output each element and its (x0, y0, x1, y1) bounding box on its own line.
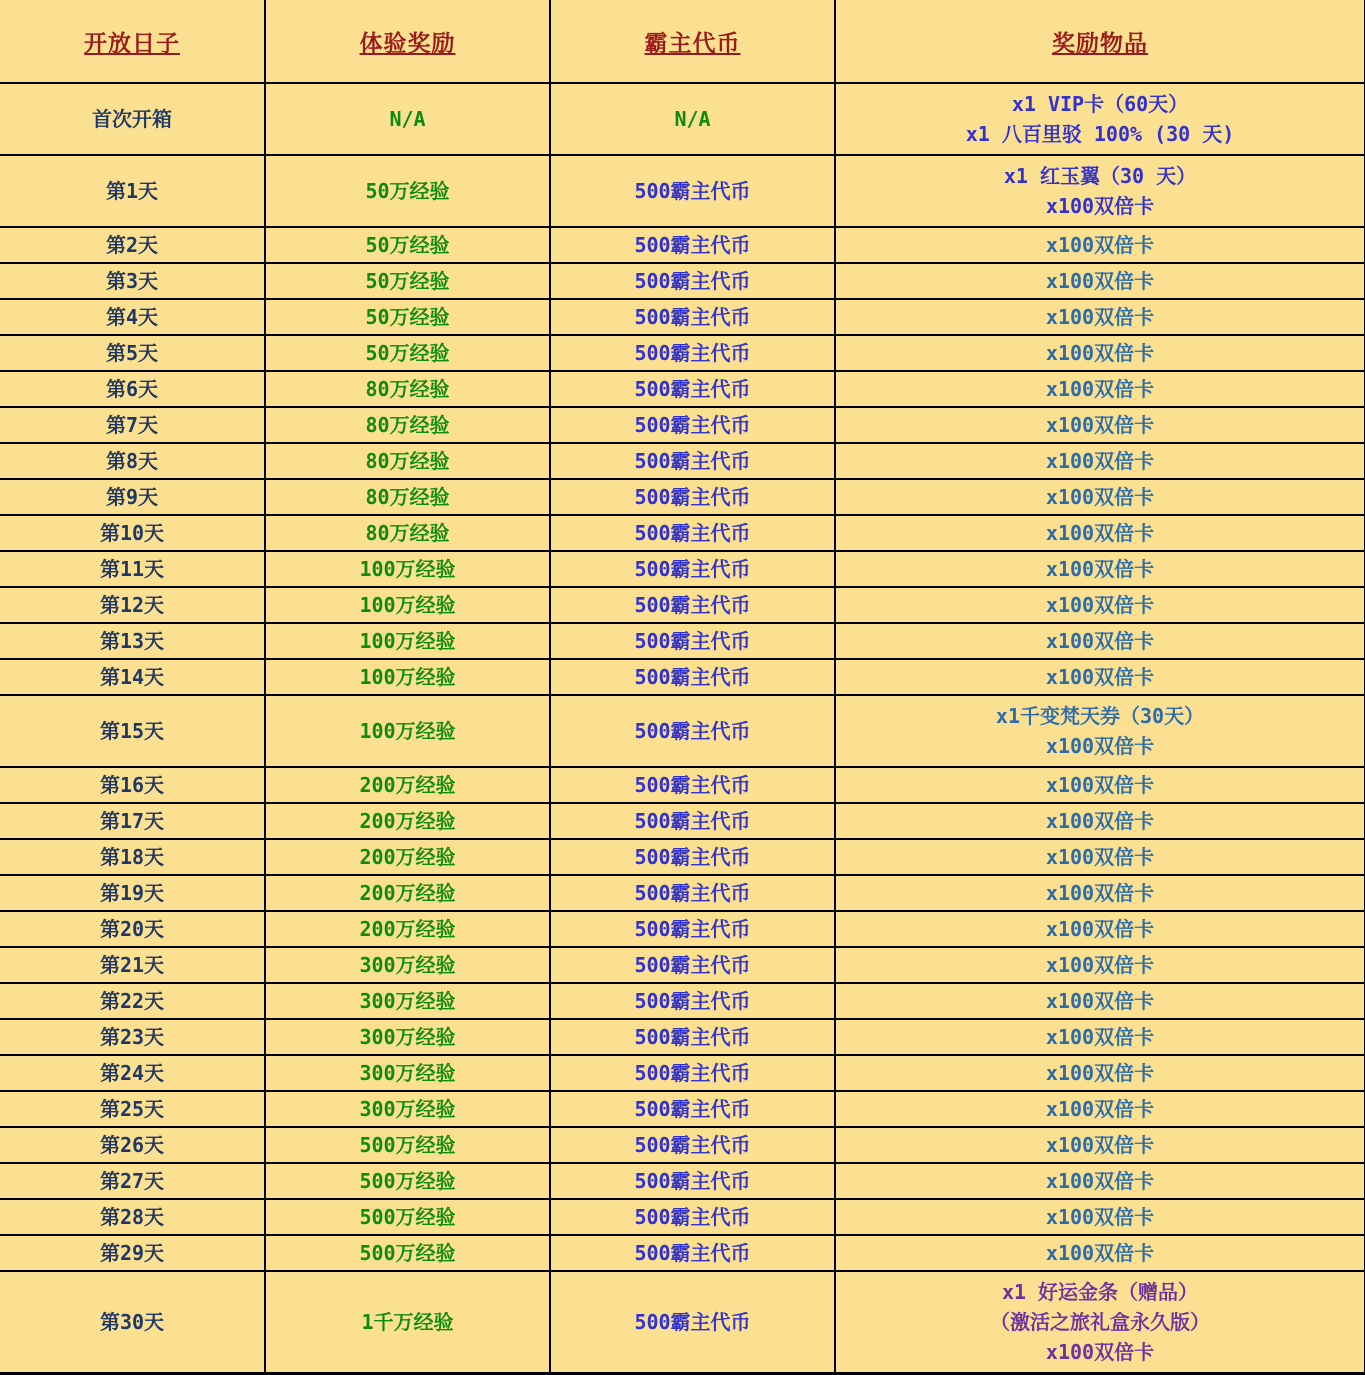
table-row (0, 1091, 1365, 1127)
token-cell: 500霸主代币 (550, 1235, 835, 1271)
rewards-cell (835, 1271, 1365, 1374)
rewards-cell (835, 443, 1365, 479)
day-cell: 第25天 (0, 1091, 265, 1127)
table-row (0, 803, 1365, 839)
reward-line: x100双倍卡 (1045, 989, 1155, 1013)
reward-line: x100双倍卡 (1045, 449, 1155, 473)
day-cell: 第20天 (0, 911, 265, 947)
token-cell: 500霸主代币 (550, 659, 835, 695)
reward-line: x100双倍卡 (1045, 1097, 1155, 1121)
table-row (0, 1127, 1365, 1163)
token-cell: 500霸主代币 (550, 1199, 835, 1235)
table-row (0, 911, 1365, 947)
reward-line: x100双倍卡 (1045, 413, 1155, 437)
table-row (0, 227, 1365, 263)
reward-line: x100双倍卡 (1045, 1241, 1155, 1265)
token-cell: 500霸主代币 (550, 371, 835, 407)
token-cell: 500霸主代币 (550, 623, 835, 659)
rewards-cell (835, 587, 1365, 623)
rewards-cell (835, 659, 1365, 695)
exp-cell: 80万经验 (265, 479, 550, 515)
table-row (0, 371, 1365, 407)
table-row (0, 1235, 1365, 1271)
day-cell: 第21天 (0, 947, 265, 983)
rewards-cell (835, 695, 1365, 767)
table-row (0, 587, 1365, 623)
day-cell: 第15天 (0, 695, 265, 767)
table-row (0, 1055, 1365, 1091)
token-cell: 500霸主代币 (550, 227, 835, 263)
day-cell: 第5天 (0, 335, 265, 371)
token-cell: 500霸主代币 (550, 1271, 835, 1374)
rewards-cell (835, 227, 1365, 263)
exp-cell: 50万经验 (265, 155, 550, 227)
day-cell: 第27天 (0, 1163, 265, 1199)
day-cell: 第28天 (0, 1199, 265, 1235)
table-row (0, 83, 1365, 155)
day-cell: 第11天 (0, 551, 265, 587)
table-row (0, 299, 1365, 335)
reward-line: x100双倍卡 (1045, 845, 1155, 869)
reward-line: x100双倍卡 (1045, 1133, 1155, 1157)
table-row (0, 1271, 1365, 1374)
reward-line: （激活之旅礼盒永久版） (990, 1310, 1210, 1334)
table-row (0, 335, 1365, 371)
token-cell: N/A (550, 83, 835, 155)
day-cell: 第12天 (0, 587, 265, 623)
day-cell: 第16天 (0, 767, 265, 803)
day-cell: 第29天 (0, 1235, 265, 1271)
day-cell: 第10天 (0, 515, 265, 551)
day-cell: 第8天 (0, 443, 265, 479)
exp-cell: 200万经验 (265, 839, 550, 875)
rewards-cell (835, 335, 1365, 371)
token-cell: 500霸主代币 (550, 767, 835, 803)
reward-line: x100双倍卡 (1045, 881, 1155, 905)
exp-cell: 80万经验 (265, 443, 550, 479)
rewards-cell (835, 1055, 1365, 1091)
exp-cell: 50万经验 (265, 227, 550, 263)
table-row (0, 623, 1365, 659)
table-row (0, 983, 1365, 1019)
token-cell: 500霸主代币 (550, 479, 835, 515)
exp-cell: 500万经验 (265, 1235, 550, 1271)
exp-cell: 100万经验 (265, 623, 550, 659)
rewards-cell (835, 875, 1365, 911)
exp-cell: 100万经验 (265, 659, 550, 695)
day-cell: 第17天 (0, 803, 265, 839)
day-cell: 第24天 (0, 1055, 265, 1091)
rewards-cell (835, 299, 1365, 335)
rewards-cell (835, 1235, 1365, 1271)
exp-cell: 100万经验 (265, 695, 550, 767)
day-cell: 第3天 (0, 263, 265, 299)
rewards-cell (835, 1091, 1365, 1127)
reward-line: x100双倍卡 (1045, 233, 1155, 257)
day-cell: 第22天 (0, 983, 265, 1019)
table-row (0, 875, 1365, 911)
exp-cell: 1千万经验 (265, 1271, 550, 1374)
token-cell: 500霸主代币 (550, 947, 835, 983)
table-row (0, 1199, 1365, 1235)
header-row (0, 0, 1365, 83)
token-cell: 500霸主代币 (550, 1019, 835, 1055)
reward-line: x1 红玉翼（30 天） (1003, 164, 1197, 188)
exp-cell: 80万经验 (265, 515, 550, 551)
table-row (0, 659, 1365, 695)
table-row (0, 551, 1365, 587)
rewards-cell (835, 947, 1365, 983)
token-cell: 500霸主代币 (550, 695, 835, 767)
rewards-cell (835, 83, 1365, 155)
day-cell: 第6天 (0, 371, 265, 407)
token-cell: 500霸主代币 (550, 911, 835, 947)
table-row (0, 443, 1365, 479)
day-cell: 第1天 (0, 155, 265, 227)
exp-cell: 50万经验 (265, 299, 550, 335)
exp-cell: 300万经验 (265, 1055, 550, 1091)
reward-line: x1 八百里驳 100% (30 天) (965, 122, 1235, 146)
reward-line: x1 VIP卡（60天） (1011, 92, 1189, 116)
exp-cell: 500万经验 (265, 1127, 550, 1163)
exp-cell: 500万经验 (265, 1199, 550, 1235)
day-cell: 第19天 (0, 875, 265, 911)
rewards-cell (835, 1163, 1365, 1199)
table-row (0, 155, 1365, 227)
day-cell: 第4天 (0, 299, 265, 335)
reward-line: x100双倍卡 (1045, 269, 1155, 293)
reward-line: x100双倍卡 (1045, 377, 1155, 401)
exp-cell: N/A (265, 83, 550, 155)
day-cell: 第13天 (0, 623, 265, 659)
exp-cell: 500万经验 (265, 1163, 550, 1199)
exp-cell: 200万经验 (265, 875, 550, 911)
token-cell: 500霸主代币 (550, 803, 835, 839)
token-cell: 500霸主代币 (550, 263, 835, 299)
reward-line: x100双倍卡 (1045, 773, 1155, 797)
day-cell: 第23天 (0, 1019, 265, 1055)
reward-line: x100双倍卡 (1045, 557, 1155, 581)
table-row (0, 695, 1365, 767)
rewards-cell (835, 155, 1365, 227)
exp-cell: 80万经验 (265, 371, 550, 407)
token-cell: 500霸主代币 (550, 875, 835, 911)
rewards-cell (835, 983, 1365, 1019)
rewards-cell (835, 371, 1365, 407)
reward-line: x100双倍卡 (1045, 917, 1155, 941)
reward-line: x1千变梵天券（30天） (995, 704, 1205, 728)
exp-cell: 200万经验 (265, 767, 550, 803)
reward-line: x100双倍卡 (1045, 734, 1155, 758)
table-row (0, 1163, 1365, 1199)
table-row (0, 1019, 1365, 1055)
reward-line: x100双倍卡 (1045, 953, 1155, 977)
reward-line: x100双倍卡 (1045, 1169, 1155, 1193)
table-row (0, 479, 1365, 515)
token-cell: 500霸主代币 (550, 983, 835, 1019)
token-cell: 500霸主代币 (550, 155, 835, 227)
reward-line: x1 好运金条（赠品） (1001, 1280, 1199, 1304)
token-cell: 500霸主代币 (550, 551, 835, 587)
rewards-cell (835, 407, 1365, 443)
reward-line: x100双倍卡 (1045, 1205, 1155, 1229)
rewards-cell (835, 1127, 1365, 1163)
day-cell: 第2天 (0, 227, 265, 263)
exp-cell: 300万经验 (265, 1091, 550, 1127)
token-cell: 500霸主代币 (550, 1127, 835, 1163)
exp-cell: 50万经验 (265, 263, 550, 299)
reward-line: x100双倍卡 (1045, 521, 1155, 545)
token-cell: 500霸主代币 (550, 839, 835, 875)
exp-cell: 100万经验 (265, 587, 550, 623)
token-cell: 500霸主代币 (550, 443, 835, 479)
table-row (0, 263, 1365, 299)
rewards-cell (835, 767, 1365, 803)
reward-line: x100双倍卡 (1045, 593, 1155, 617)
day-cell: 第7天 (0, 407, 265, 443)
rewards-cell (835, 623, 1365, 659)
table-row (0, 839, 1365, 875)
table-row (0, 767, 1365, 803)
token-cell: 500霸主代币 (550, 515, 835, 551)
rewards-cell (835, 479, 1365, 515)
rewards-cell (835, 803, 1365, 839)
day-cell: 第9天 (0, 479, 265, 515)
day-cell: 第30天 (0, 1271, 265, 1374)
exp-cell: 300万经验 (265, 947, 550, 983)
exp-cell: 300万经验 (265, 983, 550, 1019)
exp-cell: 80万经验 (265, 407, 550, 443)
rewards-cell (835, 515, 1365, 551)
reward-line: x100双倍卡 (1045, 809, 1155, 833)
table-row (0, 947, 1365, 983)
rewards-cell (835, 551, 1365, 587)
exp-cell: 50万经验 (265, 335, 550, 371)
exp-cell: 200万经验 (265, 803, 550, 839)
day-cell: 第14天 (0, 659, 265, 695)
exp-cell: 200万经验 (265, 911, 550, 947)
reward-line: x100双倍卡 (1045, 194, 1155, 218)
day-cell: 首次开箱 (0, 83, 265, 155)
table-row (0, 407, 1365, 443)
table-row (0, 515, 1365, 551)
col-header-reward-items: 奖励物品 (835, 0, 1365, 83)
reward-table-body (0, 83, 1365, 1374)
exp-cell: 300万经验 (265, 1019, 550, 1055)
token-cell: 500霸主代币 (550, 1055, 835, 1091)
reward-line: x100双倍卡 (1045, 485, 1155, 509)
reward-line: x100双倍卡 (1045, 1061, 1155, 1085)
token-cell: 500霸主代币 (550, 407, 835, 443)
reward-line: x100双倍卡 (1045, 1025, 1155, 1049)
day-cell: 第18天 (0, 839, 265, 875)
exp-cell: 100万经验 (265, 551, 550, 587)
rewards-cell (835, 263, 1365, 299)
token-cell: 500霸主代币 (550, 1091, 835, 1127)
token-cell: 500霸主代币 (550, 335, 835, 371)
token-cell: 500霸主代币 (550, 299, 835, 335)
rewards-cell (835, 839, 1365, 875)
col-header-open-days: 开放日子 (0, 0, 265, 83)
rewards-cell (835, 1019, 1365, 1055)
col-header-overlord-token: 霸主代币 (550, 0, 835, 83)
reward-line: x100双倍卡 (1045, 629, 1155, 653)
reward-line: x100双倍卡 (1045, 305, 1155, 329)
rewards-cell (835, 911, 1365, 947)
token-cell: 500霸主代币 (550, 587, 835, 623)
reward-line: x100双倍卡 (1045, 341, 1155, 365)
day-cell: 第26天 (0, 1127, 265, 1163)
rewards-cell (835, 1199, 1365, 1235)
reward-line: x100双倍卡 (1045, 665, 1155, 689)
token-cell: 500霸主代币 (550, 1163, 835, 1199)
reward-line: x100双倍卡 (1045, 1340, 1155, 1364)
col-header-exp-reward: 体验奖励 (265, 0, 550, 83)
